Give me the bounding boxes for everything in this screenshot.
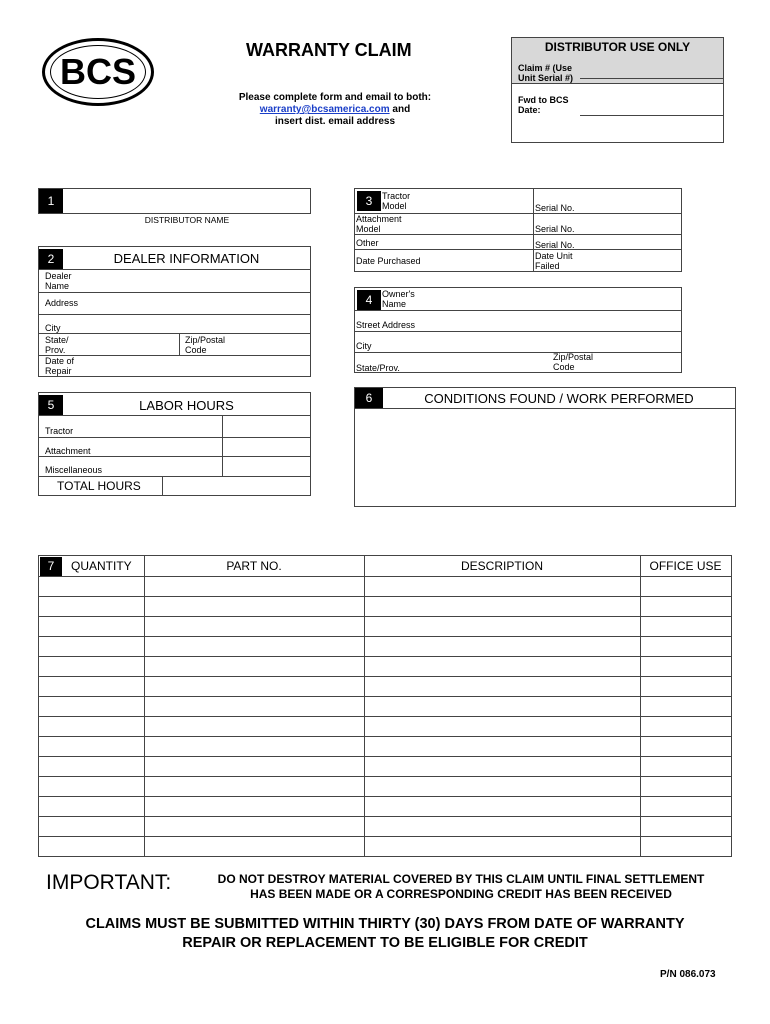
- date-failed-2: Failed: [535, 261, 560, 271]
- col-divider-1: [144, 556, 145, 856]
- section-distributor: [38, 188, 311, 214]
- owner-name-field[interactable]: [355, 310, 681, 311]
- bcs-logo: [42, 38, 154, 106]
- page-title: WARRANTY CLAIM: [246, 40, 412, 60]
- instructions-and: and: [389, 104, 411, 115]
- state-zip-divider: [179, 333, 180, 355]
- owner-zip-label: [553, 352, 593, 372]
- col-description-header: DESCRIPTION: [460, 559, 543, 573]
- address-label: Address: [45, 298, 79, 308]
- important-notice: [196, 872, 726, 902]
- col-partno-header: PART NO.: [226, 559, 282, 573]
- dealer-label-1: Dealer: [45, 271, 72, 281]
- tractor-model-label: [382, 191, 410, 211]
- dealer-info-header: DEALER INFORMATION: [113, 251, 260, 266]
- zip-label-2: Code: [185, 345, 207, 355]
- owner-zip-2: Code: [553, 362, 575, 372]
- zip-label-1: Zip/Postal: [185, 335, 226, 345]
- col-divider-2: [364, 556, 365, 856]
- state-label-2: Prov.: [45, 345, 66, 355]
- claim-number-field[interactable]: [580, 78, 723, 79]
- labor-tractor-field[interactable]: [39, 437, 310, 438]
- section-7-number: 7: [40, 557, 62, 576]
- instructions-line1: Please complete form and email to both:: [238, 92, 432, 103]
- dealer-label-2: Name: [45, 281, 70, 291]
- section-owner: [354, 287, 682, 373]
- serial-label-2: Serial No.: [535, 224, 575, 234]
- city-label: City: [45, 323, 61, 333]
- warranty-email-link[interactable]: warranty@bcsamerica.com: [259, 104, 390, 115]
- parts-table-row[interactable]: [39, 596, 731, 597]
- owner-city-label: City: [356, 341, 372, 351]
- labor-attachment-field[interactable]: [39, 456, 310, 457]
- parts-table-row[interactable]: [39, 676, 731, 677]
- parts-table-row[interactable]: [39, 756, 731, 757]
- claims-line2: REPAIR OR REPLACEMENT TO BE ELIGIBLE FOR CREDIT: [182, 935, 588, 951]
- attachment-model-label: [356, 214, 402, 234]
- parts-table-row[interactable]: [39, 576, 731, 577]
- city-field[interactable]: [39, 333, 310, 334]
- parts-table-row[interactable]: [39, 696, 731, 697]
- owner-zip-1: Zip/Postal: [553, 352, 594, 362]
- tractor-model-field[interactable]: [355, 213, 681, 214]
- parts-table-row[interactable]: [39, 796, 731, 797]
- claim-number-label: [518, 63, 573, 83]
- logo-text: BCS: [59, 51, 136, 92]
- labor-row-attachment: Attachment: [45, 446, 91, 456]
- labor-divider: [39, 415, 310, 416]
- state-label-1: State/: [45, 335, 69, 345]
- attach-label-2: Model: [356, 224, 381, 234]
- claims-deadline-notice: [30, 915, 740, 953]
- parts-table: [38, 555, 732, 857]
- form-part-number: P/N 086.073: [660, 969, 716, 980]
- state-zip-field[interactable]: [39, 355, 310, 356]
- labor-hours-header: LABOR HOURS: [139, 398, 234, 413]
- repair-date-label: [45, 356, 74, 376]
- serial-label-3: Serial No.: [535, 240, 575, 250]
- labor-row-tractor: Tractor: [45, 426, 74, 436]
- tractor-label-2: Model: [382, 201, 407, 211]
- section-1-number: 1: [39, 189, 63, 213]
- address-field[interactable]: [39, 314, 310, 315]
- owner-label-1: Owner's: [382, 289, 415, 299]
- distributor-divider: [512, 83, 723, 84]
- parts-table-row[interactable]: [39, 776, 731, 777]
- street-address-field[interactable]: [355, 331, 681, 332]
- col-quantity-header: QUANTITY: [71, 559, 132, 573]
- parts-table-row[interactable]: [39, 736, 731, 737]
- fwd-date-label: [518, 95, 569, 115]
- section-conditions: [354, 387, 736, 507]
- important-line1: DO NOT DESTROY MATERIAL COVERED BY THIS CLAIM UNTIL FINAL SETTLEMENT: [217, 872, 705, 886]
- parts-table-row[interactable]: [39, 656, 731, 657]
- dealer-divider: [39, 269, 310, 270]
- attachment-model-field[interactable]: [355, 234, 681, 235]
- claims-line1: CLAIMS MUST BE SUBMITTED WITHIN THIRTY (30) DAYS FROM DATE OF WARRANTY: [85, 916, 685, 932]
- parts-table-row[interactable]: [39, 616, 731, 617]
- owner-label-2: Name: [382, 299, 407, 309]
- parts-table-row[interactable]: [39, 636, 731, 637]
- other-label: Other: [356, 238, 379, 248]
- fwd-label-line2: Date:: [518, 105, 541, 115]
- state-label: [45, 335, 69, 355]
- important-line2: HAS BEEN MADE OR A CORRESPONDING CREDIT HAS BEEN RECEIVED: [250, 887, 672, 901]
- labor-hours-column: [222, 415, 223, 477]
- section-3-number: 3: [357, 191, 381, 211]
- claim-label-line1: Claim # (Use: [518, 63, 573, 73]
- date-failed-1: Date Unit: [535, 251, 573, 261]
- instructions-line3: insert dist. email address: [274, 116, 396, 127]
- distributor-name-field[interactable]: [63, 189, 310, 213]
- section-equipment: [354, 188, 682, 272]
- instructions: [220, 92, 450, 128]
- date-purchased-label: Date Purchased: [356, 256, 421, 266]
- serial-label-1: Serial No.: [535, 203, 575, 213]
- fwd-date-field[interactable]: [580, 115, 723, 116]
- section-6-number: 6: [355, 388, 383, 408]
- parts-table-row[interactable]: [39, 836, 731, 837]
- section-4-number: 4: [357, 290, 381, 310]
- repair-label-2: Repair: [45, 366, 72, 376]
- tractor-label-1: Tractor: [382, 191, 411, 201]
- col-officeuse-header: OFFICE USE: [649, 559, 722, 573]
- zip-label: [185, 335, 225, 355]
- fwd-label-line1: Fwd to BCS: [518, 95, 569, 105]
- distributor-use-box: [511, 37, 724, 143]
- date-failed-label: [535, 251, 573, 271]
- labor-row-misc: Miscellaneous: [45, 465, 103, 475]
- distributor-name-label: DISTRIBUTOR NAME: [144, 215, 230, 225]
- parts-table-row[interactable]: [39, 716, 731, 717]
- owner-name-label: [382, 289, 415, 309]
- owner-state-label: State/Prov.: [356, 363, 400, 373]
- owner-city-field[interactable]: [355, 352, 681, 353]
- section-labor: [38, 392, 311, 496]
- section-dealer: [38, 246, 311, 377]
- important-label: IMPORTANT:: [46, 871, 172, 894]
- section-5-number: 5: [39, 395, 63, 415]
- section-2-number: 2: [39, 249, 63, 269]
- distributor-use-header: DISTRIBUTOR USE ONLY: [544, 40, 691, 54]
- attach-label-1: Attachment: [356, 214, 402, 224]
- total-hours-label: TOTAL HOURS: [57, 479, 141, 493]
- conditions-header: CONDITIONS FOUND / WORK PERFORMED: [424, 391, 694, 406]
- serial-column-divider: [533, 189, 534, 271]
- dealer-name-field[interactable]: [39, 292, 310, 293]
- other-field[interactable]: [355, 249, 681, 250]
- col-divider-3: [640, 556, 641, 856]
- conditions-text-area[interactable]: [355, 409, 735, 506]
- parts-table-row[interactable]: [39, 816, 731, 817]
- claim-label-line2: Unit Serial #): [518, 73, 574, 83]
- total-hours-field[interactable]: [163, 477, 310, 495]
- repair-label-1: Date of: [45, 356, 75, 366]
- dealer-name-label: [45, 271, 72, 291]
- street-address-label: Street Address: [356, 320, 416, 330]
